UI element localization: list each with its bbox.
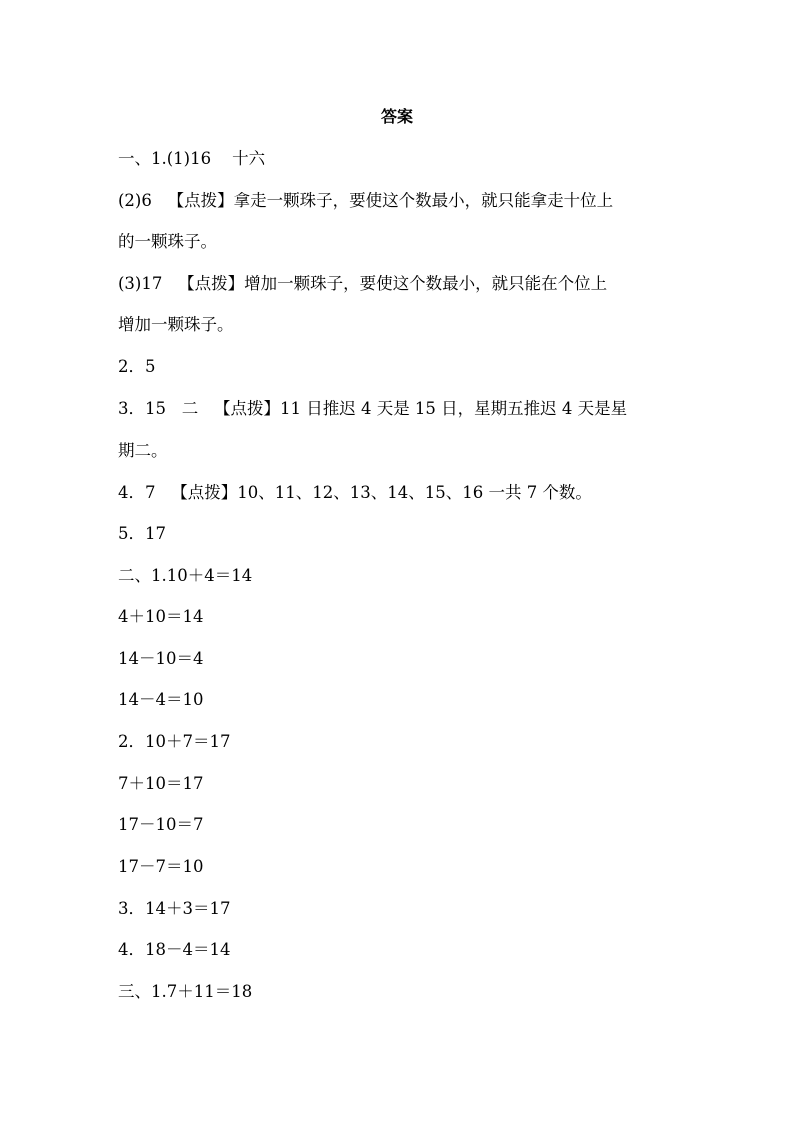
answer-line: 一、1.(1)16 十六: [118, 149, 266, 168]
answer-line: 4＋10＝14: [118, 607, 204, 626]
answer-line: (3)17 【点拨】增加一颗珠子，要使这个数最小，就只能在个位上: [118, 274, 608, 293]
answer-line: 4．7 【点拨】10、11、12、13、14、15、16 一共 7 个数。: [118, 483, 592, 502]
answer-line: 4．18－4＝14: [118, 940, 231, 959]
answer-line: 17－10＝7: [118, 815, 204, 834]
answer-line: 2．5: [118, 357, 156, 376]
answer-line: 三、1.7＋11＝18: [118, 982, 253, 1001]
answer-line: 二、1.10＋4＝14: [118, 566, 253, 585]
answer-line: 2．10＋7＝17: [118, 732, 231, 751]
answer-line: 增加一颗珠子。: [118, 315, 234, 334]
answer-line: 的一颗珠子。: [118, 232, 217, 251]
answer-line: 14－10＝4: [118, 649, 204, 668]
answer-title: 答案: [380, 107, 413, 126]
answer-line: 期二。: [118, 441, 168, 460]
answer-line: 7＋10＝17: [118, 774, 204, 793]
answer-line: (2)6 【点拨】拿走一颗珠子，要使这个数最小，就只能拿走十位上: [118, 191, 614, 210]
answer-line: 3．15 二 【点拨】11 日推迟 4 天是 15 日，星期五推迟 4 天是星: [118, 399, 628, 418]
answer-line: 5．17: [118, 524, 166, 543]
answer-line: 17－7＝10: [118, 857, 204, 876]
answer-line: 14－4＝10: [118, 690, 204, 709]
answer-line: 3．14＋3＝17: [118, 899, 231, 918]
